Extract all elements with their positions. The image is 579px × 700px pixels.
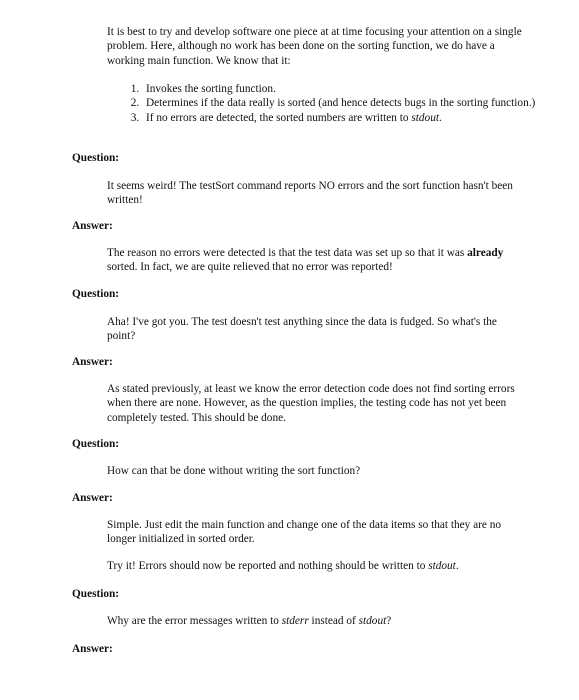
intro-paragraph: It is best to try and develop software one piece at at time focusing your attention on a single problem. Here, although no work has been done on the sorting function, we do have a working main function. We know that it: — [107, 26, 522, 67]
answer-label: Answer: — [72, 643, 113, 655]
question-text-part: Why are the error messages written to — [107, 615, 282, 627]
answer-text — [107, 559, 527, 573]
list-item-end: . — [439, 111, 442, 124]
stdout-term: stdout — [358, 615, 387, 627]
question-text-part: ? — [386, 615, 392, 627]
answer-text-part: . — [455, 560, 459, 572]
answer-text: As stated previously, at least we know the error detection code does not find sorting errors when there are none. However, as the question implies, the testing code has not yet been completely tested. This should be done. — [107, 383, 515, 424]
list-item — [142, 82, 542, 96]
question-text: It seems weird! The testSort command reports NO errors and the sort function hasn't been written! — [107, 180, 513, 207]
list-item-text: If no errors are detected, the sorted numbers are written to — [146, 111, 412, 124]
question-label: Question: — [72, 588, 120, 600]
question-label: Question: — [72, 288, 120, 300]
answer-label: Answer: — [72, 220, 113, 232]
stdout-term: stdout — [411, 111, 439, 124]
answer-text: Simple. Just edit the main function and change one of the data items so that they are no longer initialized in sorted order. — [107, 519, 502, 546]
question-label: Question: — [72, 152, 120, 164]
question-text-part: instead of — [308, 615, 359, 627]
list-item-text: Invokes the sorting function. — [146, 83, 276, 95]
question-label: Question: — [72, 438, 120, 450]
answer-text-part: sorted. In fact, we are quite relieved that no error was reported! — [107, 261, 393, 274]
question-text: How can that be done without writing the sort function? — [107, 465, 361, 477]
list-item — [142, 96, 542, 110]
question-text — [107, 614, 527, 628]
emphasis-already: already — [467, 247, 504, 259]
answer-label: Answer: — [72, 356, 113, 368]
stdout-term: stdout — [428, 560, 456, 572]
answer-label: Answer: — [72, 492, 113, 504]
list-item — [142, 111, 542, 125]
answer-text-part: Try it! Errors should now be reported and nothing should be written to — [107, 560, 429, 572]
main-function-steps-list — [107, 82, 542, 125]
answer-text-part: The reason no errors were detected is that the test data was set up so that it was — [107, 247, 468, 259]
answer-text — [107, 246, 527, 275]
question-text: Aha! I've got you. The test doesn't test anything since the data is fudged. So what's the point? — [107, 316, 497, 343]
stderr-term: stderr — [281, 615, 309, 627]
list-item-text: Determines if the data really is sorted (and hence detects bugs in the sorting function.) — [146, 97, 536, 110]
